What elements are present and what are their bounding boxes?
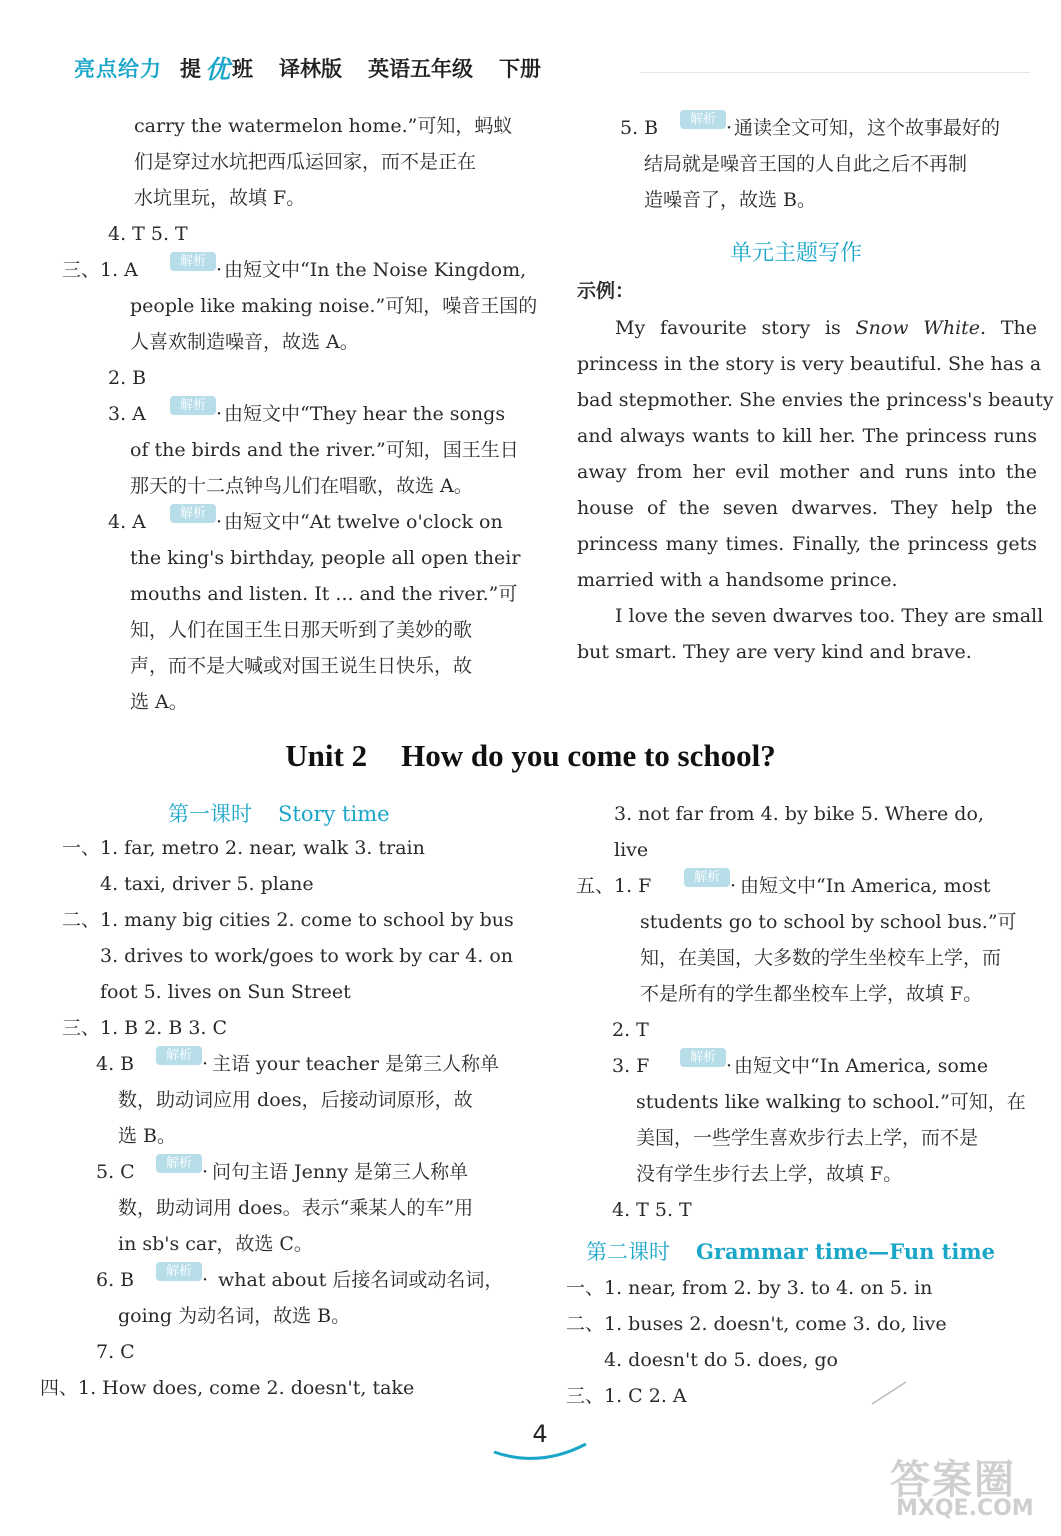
writing-line: I love the seven dwarves too. They are small (577, 605, 1044, 627)
analysis-badge: 解析 (170, 504, 216, 523)
analysis-text: 主语 your teacher 是第三人称单 (212, 1053, 500, 1075)
unit-number: Unit 2 (285, 738, 368, 773)
answer-line (0, 612, 540, 648)
answer-line (0, 216, 540, 252)
answer-line (0, 1120, 1061, 1156)
answer-text: 7. C (96, 1341, 135, 1363)
answer-text: 选 B。 (118, 1125, 177, 1147)
answer-text: people like making noise.”可知，噪音王国的 (130, 295, 538, 317)
answer-line (0, 576, 540, 612)
answer-text: 选 A。 (130, 691, 188, 713)
answer-line (0, 1306, 1061, 1342)
answer-line (0, 1342, 1061, 1378)
answer-text: foot 5. lives on Sun Street (100, 981, 351, 1003)
answer-text: 数，助动词用 does。表示“乘某人的车”用 (118, 1197, 474, 1219)
series-you: 优 (205, 55, 231, 84)
answer-line (0, 1226, 540, 1262)
watermark-url: MXQE.COM (896, 1496, 1034, 1521)
bullet-dot-icon: · (726, 1055, 733, 1077)
analysis-text: what about 后接名词或动名词， (218, 1269, 504, 1291)
watermark-logo-text: 答案圈 (890, 1457, 1016, 1503)
analysis-text: 通读全文可知，这个故事最好的 (734, 117, 1001, 139)
unit-name: How do you come to school? (401, 738, 776, 773)
answer-line (0, 940, 1061, 976)
analysis-badge: 解析 (680, 1048, 726, 1067)
lesson-1-en: Story time (278, 802, 390, 826)
answer-line (0, 468, 540, 504)
analysis-badge: 解析 (680, 110, 726, 129)
writing-line: My favourite story is Snow White. The (577, 317, 1038, 339)
answer-text: 美国，一些学生喜欢步行去上学，而不是 (636, 1127, 979, 1149)
answer-text: 4. T 5. T (108, 223, 188, 245)
bullet-dot-icon: · (730, 875, 737, 897)
answer-line (0, 868, 1061, 904)
answer-text: 6. B (96, 1269, 135, 1291)
answer-text: 5. C (96, 1161, 135, 1183)
bullet-dot-icon: · (216, 403, 223, 425)
writing-line: married with a handsome prince. (577, 569, 898, 591)
answer-text: 4. T 5. T (612, 1199, 692, 1221)
answer-line (0, 1192, 1061, 1228)
answer-text: 三、1. C 2. A (566, 1385, 687, 1407)
subject-label: 英语五年级 (368, 57, 474, 81)
series-ti: 提 (180, 57, 201, 81)
analysis-badge: 解析 (156, 1262, 202, 1281)
answer-text: 4. A (108, 511, 146, 533)
bullet-dot-icon: · (202, 1161, 209, 1183)
answer-line (0, 110, 1061, 146)
answer-text: 2. T (612, 1019, 649, 1041)
bullet-dot-icon: · (726, 117, 733, 139)
analysis-badge: 解析 (170, 252, 216, 271)
answer-text: 水坑里玩，故填 F。 (134, 187, 306, 209)
answer-text: 3. A (108, 403, 146, 425)
answer-text: going 为动名词，故选 B。 (118, 1305, 351, 1327)
analysis-badge: 解析 (170, 396, 216, 415)
answer-line (0, 396, 540, 432)
answer-text: 4. B (96, 1053, 135, 1075)
right-column-bottom (0, 796, 1061, 1228)
answer-text: 三、1. A (62, 259, 138, 281)
analysis-badge: 解析 (156, 1154, 202, 1173)
right-column-top (0, 110, 1061, 218)
lesson-2-cn: 第二课时 (586, 1240, 670, 1264)
answer-text: 没有学生步行去上学，故填 F。 (636, 1163, 903, 1185)
answer-line (0, 288, 540, 324)
answer-text: 不是所有的学生都坐校车上学，故填 F。 (640, 983, 983, 1005)
answer-text: 3. not far from 4. by bike 5. Where do, (614, 803, 984, 825)
answer-line (0, 648, 540, 684)
unit-title (0, 738, 1061, 774)
writing-line: house of the seven dwarves. They help the (577, 497, 1037, 519)
writing-paragraph-2 (577, 598, 1044, 670)
answer-text: 那天的十二点钟鸟儿们在唱歌，故选 A。 (130, 475, 473, 497)
answer-text: 三、1. B 2. B 3. C (62, 1017, 228, 1039)
analysis-text: 由短文中“At twelve o'clock on (224, 511, 503, 533)
answer-line (0, 1012, 1061, 1048)
writing-line: but smart. They are very kind and brave. (577, 641, 972, 663)
answer-text: students like walking to school.”可知，在 (636, 1091, 1026, 1113)
sample-label: 示例： (577, 280, 635, 302)
answer-text: 四、1. How does, come 2. doesn't, take (40, 1377, 415, 1399)
analysis-text: 由短文中“They hear the songs (224, 403, 506, 425)
answer-text: students go to school by school bus.”可 (640, 911, 1017, 933)
header-divider (640, 72, 1030, 73)
answer-text: 知，在美国，大多数的学生坐校车上学，而 (640, 947, 1002, 969)
answer-text: 声，而不是大喊或对国王说生日快乐，故 (130, 655, 473, 677)
answer-line (0, 1084, 1061, 1120)
lesson-1-cn: 第一课时 (168, 802, 252, 826)
answer-line (0, 976, 1061, 1012)
answer-line (0, 252, 540, 288)
answer-line (0, 796, 1061, 832)
answer-line (0, 432, 540, 468)
answer-line (0, 146, 1061, 182)
analysis-text: 由短文中“In America, most (740, 875, 991, 897)
bullet-dot-icon: · (216, 511, 223, 533)
writing-line: away from her evil mother and runs into the (577, 461, 1037, 483)
answer-line (0, 360, 540, 396)
volume-label: 下册 (499, 57, 542, 81)
answer-text: 3. drives to work/goes to work by car 4. on (100, 945, 514, 967)
series-ban: 班 (232, 57, 254, 81)
brand-name: 亮点给力 (74, 57, 162, 81)
lesson-2-title (586, 1236, 995, 1266)
answer-text: carry the watermelon home.”可知，蚂蚁 (134, 115, 513, 137)
bullet-dot-icon: · (202, 1053, 209, 1075)
writing-line: princess in the story is very beautiful. She has a (577, 353, 1042, 375)
answer-text: 结局就是噪音王国的人自此之后不再制 (644, 153, 968, 175)
analysis-badge: 解析 (684, 868, 730, 887)
answer-text: of the birds and the river.”可知，国王生日 (130, 439, 519, 461)
answer-line (0, 1156, 1061, 1192)
lesson-2-en: Grammar time—Fun time (696, 1239, 995, 1264)
bullet-dot-icon: · (202, 1269, 209, 1291)
page-header (74, 50, 1034, 86)
answer-text: 4. doesn't do 5. does, go (604, 1349, 838, 1371)
analysis-text: 问句主语 Jenny 是第三人称单 (212, 1161, 469, 1183)
writing-section-title: 单元主题写作 (730, 241, 863, 266)
writing-line: and always wants to kill her. The princess runs (577, 425, 1037, 447)
writing-paragraph-1 (577, 310, 1054, 598)
answer-text: mouths and listen. It ... and the river.”可 (130, 583, 518, 605)
answer-text: 二、1. many big cities 2. come to school by bus (62, 909, 514, 931)
answer-text: 4. taxi, driver 5. plane (100, 873, 314, 895)
answer-text: 人喜欢制造噪音，故选 A。 (130, 331, 359, 353)
analysis-text: 由短文中“In the Noise Kingdom, (224, 259, 527, 281)
answer-text: 知，人们在国王生日那天听到了美妙的歌 (130, 619, 473, 641)
answer-line (0, 1270, 1061, 1306)
analysis-badge: 解析 (156, 1046, 202, 1065)
answer-text: 数，助动词应用 does，后接动词原形，故 (118, 1089, 473, 1111)
writing-line: princess many times. Finally, the princess gets (577, 533, 1037, 555)
answer-text: in sb's car，故选 C。 (118, 1233, 313, 1255)
answer-text: the king's birthday, people all open their (130, 547, 521, 569)
answer-text: 造噪音了，故选 B。 (644, 189, 817, 211)
answer-line (0, 540, 540, 576)
answer-text: 一、1. near, from 2. by 3. to 4. on 5. in (566, 1277, 933, 1299)
edition-label: 译林版 (279, 57, 343, 81)
watermark (890, 1448, 1050, 1528)
answer-line (0, 1048, 1061, 1084)
answer-text: live (614, 839, 649, 861)
writing-line: bad stepmother. She envies the princess's beauty (577, 389, 1054, 411)
answer-text: 2. B (108, 367, 147, 389)
answer-text: 二、1. buses 2. doesn't, come 3. do, live (566, 1313, 947, 1335)
answer-text: 五、1. F (576, 875, 652, 897)
analysis-text: 由短文中“In America, some (734, 1055, 989, 1077)
answer-text: 们是穿过水坑把西瓜运回家，而不是正在 (134, 151, 477, 173)
answer-line (0, 182, 1061, 218)
answer-text: 3. F (612, 1055, 650, 1077)
answer-line (0, 324, 540, 360)
answer-text: 一、1. far, metro 2. near, walk 3. train (62, 837, 425, 859)
decorative-stroke-icon (870, 1378, 910, 1408)
answer-line (0, 684, 540, 720)
page-number: 4 (532, 1420, 548, 1448)
bullet-dot-icon: · (216, 259, 223, 281)
answer-text: 5. B (620, 117, 659, 139)
answer-line (0, 904, 1061, 940)
answer-line (0, 504, 540, 540)
page-swoosh-icon (490, 1438, 590, 1468)
answer-line (0, 832, 1061, 868)
